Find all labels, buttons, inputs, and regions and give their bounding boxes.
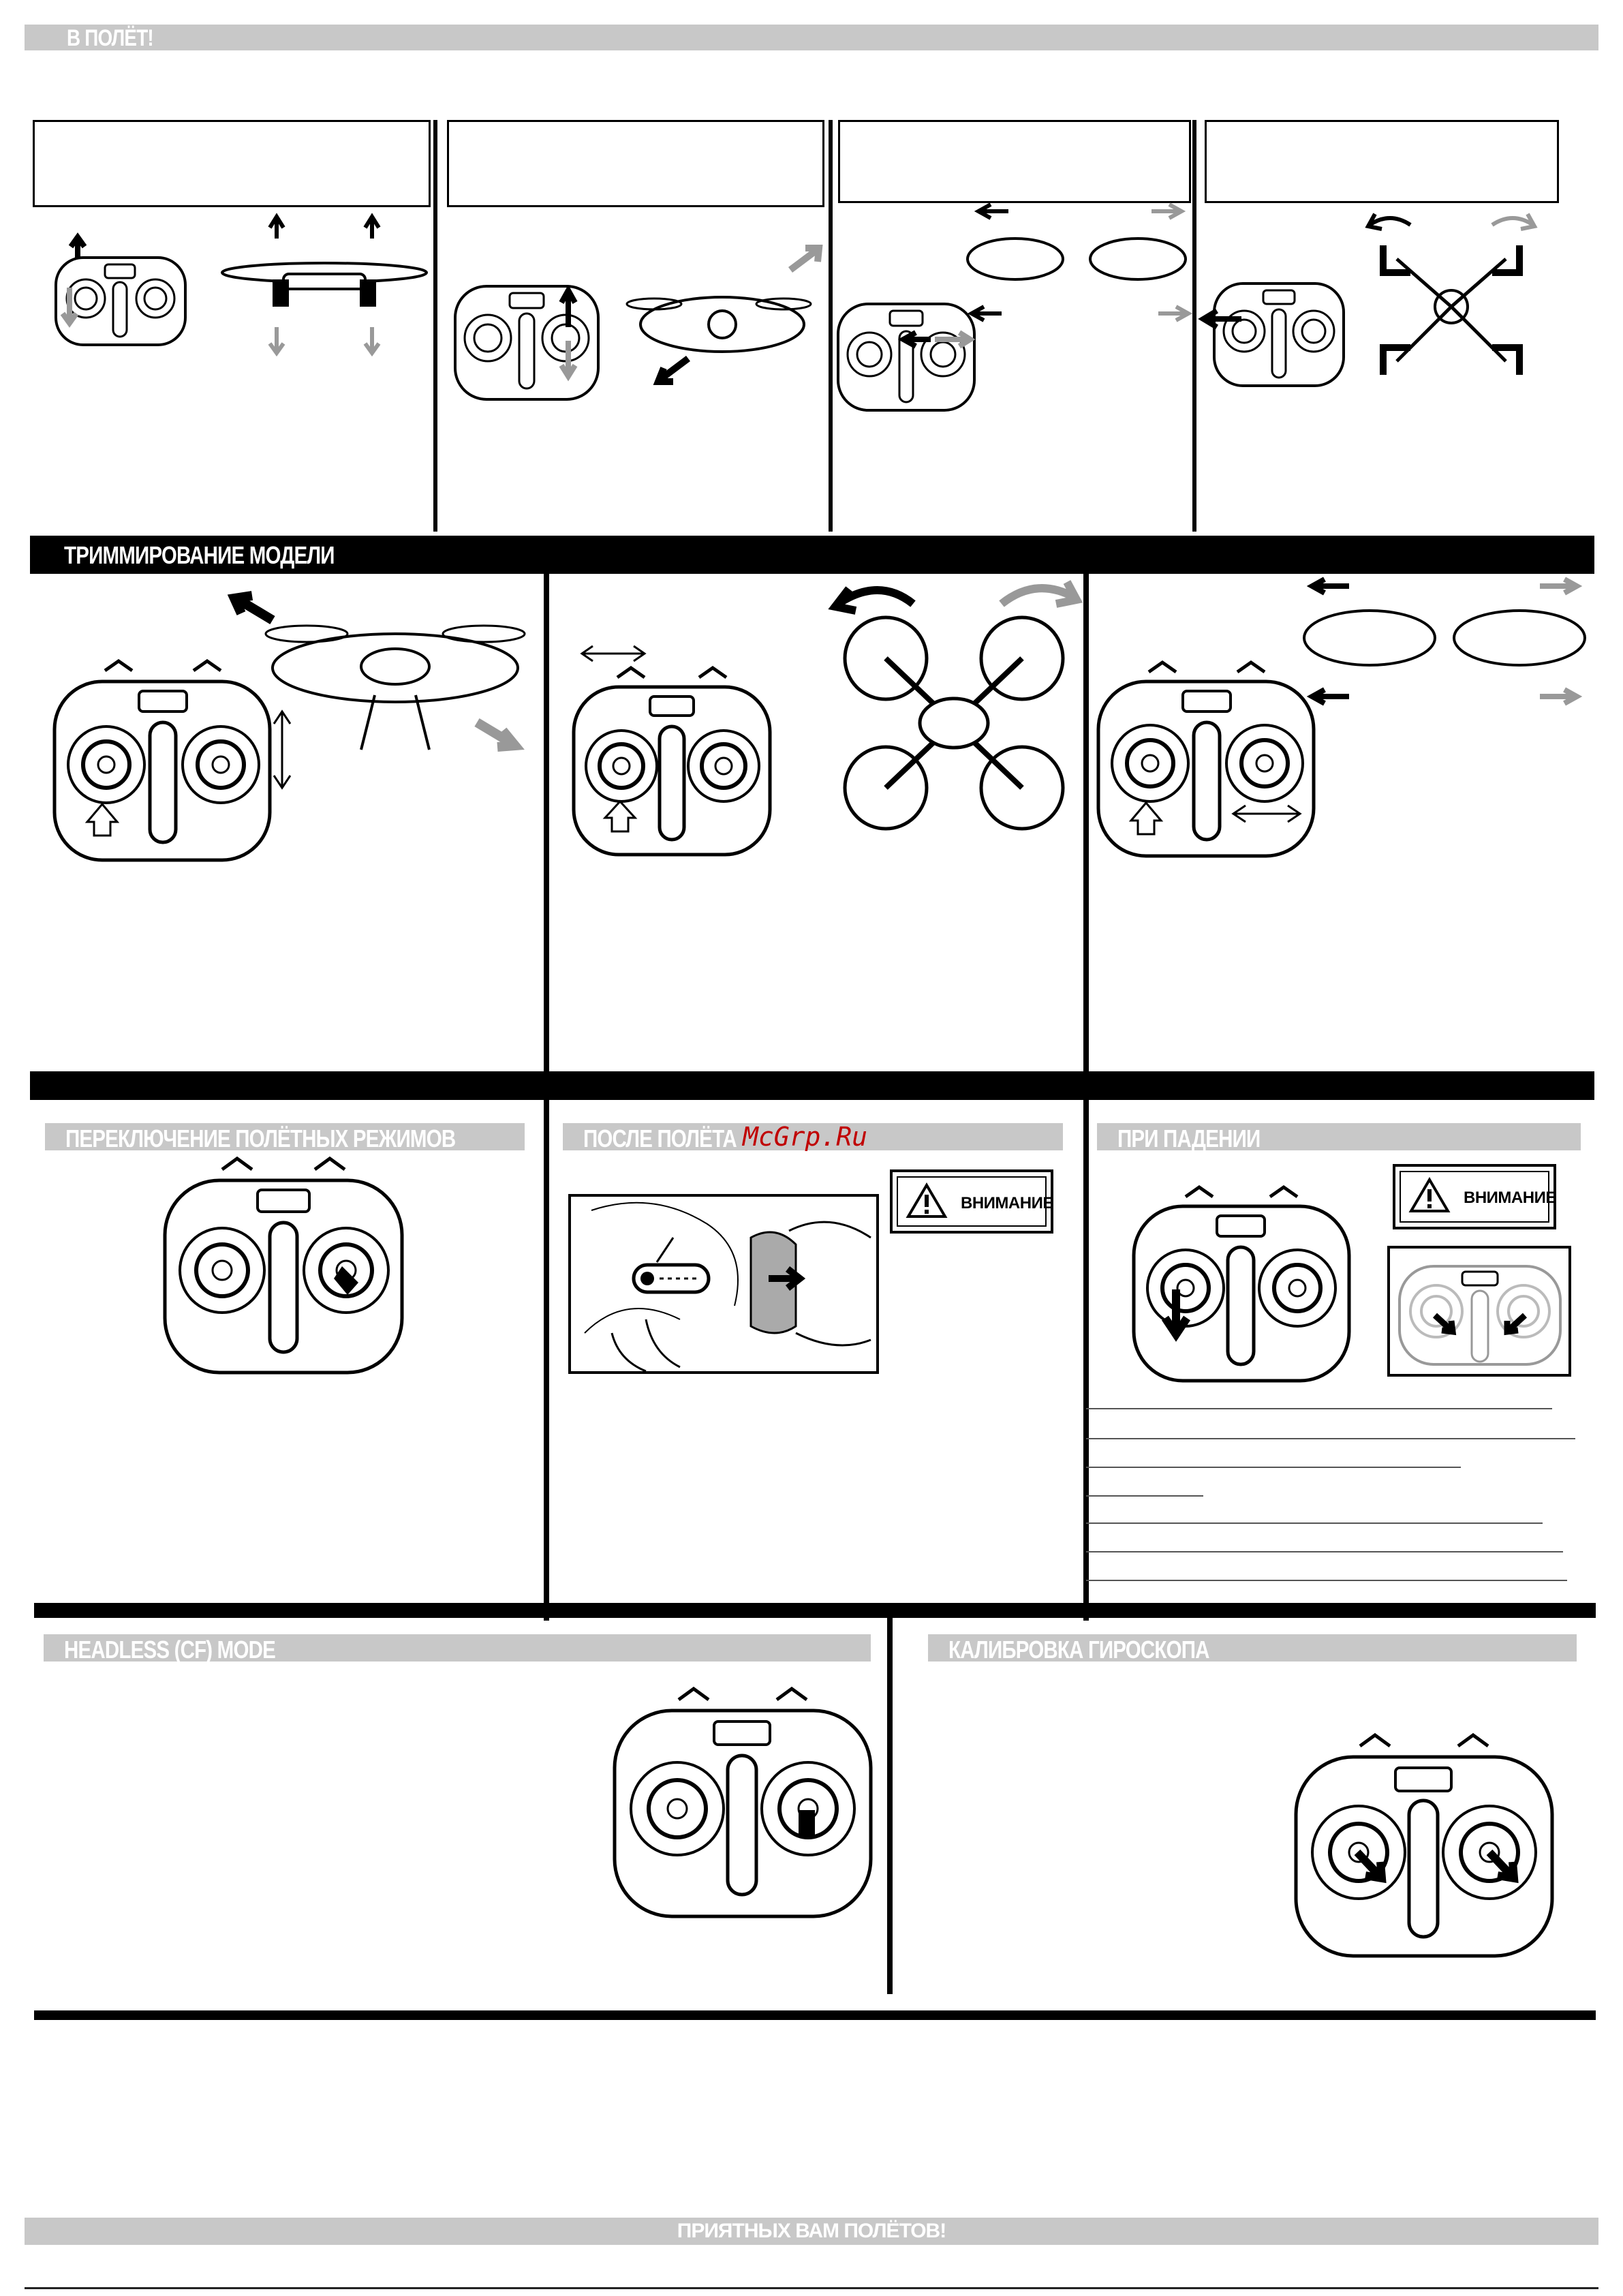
flight-caption-box-2 (447, 120, 824, 207)
remote-controller-icon (1094, 662, 1319, 860)
drone-perspective-icon (225, 586, 538, 763)
gyro-title-bar (928, 1634, 1577, 1662)
remote-controller-icon (835, 293, 978, 413)
remote-controller-icon (1130, 1187, 1355, 1385)
remote-controller-icon (1397, 1257, 1563, 1367)
warning-label: ВНИМАНИЕ (961, 1194, 1053, 1212)
page-bottom-line (25, 2287, 1598, 2289)
modes-title-bar (45, 1123, 525, 1150)
drone-top-view-icon (1363, 204, 1540, 409)
text-line (1086, 1408, 1552, 1409)
headless-title: HEADLESS (CF) MODE (64, 1636, 275, 1664)
watermark: McGrp.Ru (743, 1122, 868, 1152)
warning-sign (890, 1169, 1053, 1234)
drone-top-view-icon (824, 577, 1083, 836)
text-line (1086, 1438, 1575, 1439)
top-title: В ПОЛЁТ! (67, 25, 153, 51)
text-line (1086, 1551, 1563, 1552)
remote-controller-icon (610, 1689, 876, 1920)
bottom-title-bar (25, 2218, 1598, 2245)
crash-title: ПРИ ПАДЕНИИ (1117, 1124, 1261, 1152)
flight-caption-box-3 (838, 120, 1191, 203)
headless-title-bar (44, 1634, 871, 1662)
trim-horizontal-arrow-icon (579, 643, 647, 664)
warning-sign (1393, 1164, 1556, 1229)
text-line (1086, 1495, 1203, 1497)
bottom-title: ПРИЯТНЫХ ВАМ ПОЛЁТОВ! (677, 2220, 946, 2242)
remote-controller-icon (53, 247, 189, 349)
text-line (1086, 1580, 1567, 1581)
text-line (1086, 1467, 1461, 1468)
text-line (1086, 1522, 1543, 1524)
modes-title: ПЕРЕКЛЮЧЕНИЕ ПОЛЁТНЫХ РЕЖИМОВ (65, 1124, 456, 1152)
drone-perspective-icon (613, 243, 831, 393)
trim-title-bar (30, 536, 1594, 574)
flight-caption-box-4 (1205, 120, 1559, 203)
divider (1192, 120, 1196, 532)
drone-left-right-icon (961, 204, 1192, 327)
trim-title: ТРИММИРОВАНИЕ МОДЕЛИ (64, 541, 335, 569)
warning-label: ВНИМАНИЕ (1464, 1189, 1556, 1207)
warning-triangle-icon (906, 1183, 947, 1219)
warning-triangle-icon (1409, 1178, 1450, 1213)
divider (887, 1618, 893, 1994)
gyro-title: КАЛИБРОВКА ГИРОСКОПА (948, 1636, 1209, 1664)
remote-controller-icon (1211, 273, 1348, 388)
section-separator-bar (34, 2010, 1596, 2020)
crash-title-bar (1097, 1123, 1581, 1150)
drone-left-right-icon (1295, 577, 1594, 706)
section-separator-bar (34, 1603, 1596, 1618)
drone-side-view-icon (208, 204, 440, 361)
remote-controller-icon (161, 1159, 406, 1377)
remote-controller-icon (1292, 1735, 1558, 1960)
calibration-controller-frame (1387, 1246, 1571, 1377)
remote-controller-icon (452, 273, 602, 402)
section-separator-bar (30, 1071, 1594, 1100)
after-flight-title: ПОСЛЕ ПОЛЁТА (583, 1124, 737, 1152)
top-title-bar (25, 25, 1598, 50)
flight-caption-box-1 (33, 120, 431, 207)
battery-connector-icon (571, 1197, 876, 1371)
battery-photo (568, 1194, 879, 1374)
remote-controller-icon (570, 668, 774, 859)
